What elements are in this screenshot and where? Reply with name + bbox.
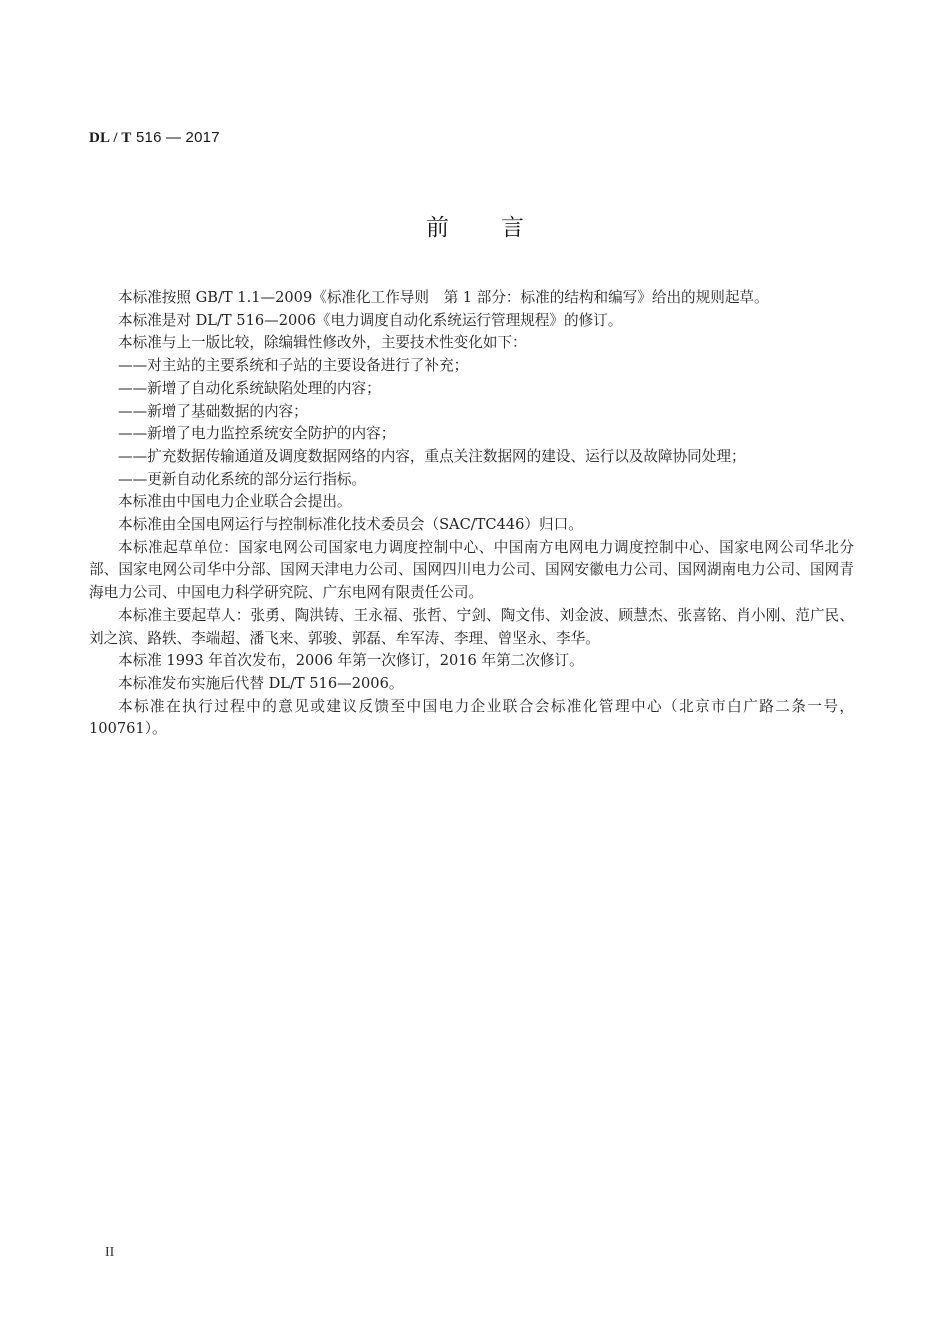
paragraph-feedback: 本标准在执行过程中的意见或建议反馈至中国电力企业联合会标准化管理中心（北京市白广路二条一号，100761）。 bbox=[89, 697, 854, 738]
paragraph-changes-intro: 本标准与上一版比较，除编辑性修改外，主要技术性变化如下： bbox=[118, 334, 527, 352]
changes-list bbox=[89, 355, 854, 491]
change-item: ——新增了基础数据的内容； bbox=[118, 402, 308, 420]
paragraph-drafting-units: 本标准起草单位：国家电网公司国家电力调度控制中心、中国南方电网电力调度控制中心、国家电网公司华北分部、国家电网公司华中分部、国网天津电力公司、国网四川电力公司、国网安徽电力公司、国网湖南电力公司、国网青海电力公司、中国电力科学研究院、广东电网有限责任公司。 bbox=[89, 538, 854, 602]
change-item: ——更新自动化系统的部分运行指标。 bbox=[118, 470, 367, 488]
title-char-2: 言 bbox=[501, 215, 524, 241]
paragraph-revision-of: 本标准是对 DL/T 516—2006《电力调度自动化系统运行管理规程》的修订。 bbox=[118, 311, 623, 329]
paragraph-release-history: 本标准 1993 年首次发布，2006 年第一次修订，2016 年第二次修订。 bbox=[118, 652, 584, 670]
foreword-body bbox=[89, 287, 854, 741]
change-item: ——扩充数据传输通道及调度数据网络的内容，重点关注数据网的建设、运行以及故障协同处理； bbox=[118, 447, 746, 465]
standard-prefix: DL / T bbox=[89, 130, 132, 146]
paragraph-drafting-rules: 本标准按照 GB/T 1.1—2009《标准化工作导则 第 1 部分：标准的结构和编写》给出的规则起草。 bbox=[118, 289, 769, 306]
change-item: ——新增了电力监控系统安全防护的内容； bbox=[118, 425, 396, 443]
standard-number: 516 — 2017 bbox=[136, 129, 220, 146]
paragraph-under-jurisdiction: 本标准由全国电网运行与控制标准化技术委员会（SAC/TC446）归口。 bbox=[118, 516, 583, 534]
title-char-1: 前 bbox=[426, 215, 449, 241]
paragraph-replaces: 本标准发布实施后代替 DL/T 516—2006。 bbox=[118, 674, 404, 692]
paragraph-main-drafters: 本标准主要起草人：张勇、陶洪铸、王永福、张哲、宁剑、陶文伟、刘金波、顾慧杰、张喜铭、肖小刚、范广民、刘之滨、路轶、李端超、潘飞来、郭骏、郭磊、牟军涛、李理、曾坚永、李华。 bbox=[89, 606, 854, 647]
paragraph-proposed-by: 本标准由中国电力企业联合会提出。 bbox=[118, 493, 352, 511]
page-number: II bbox=[105, 1245, 115, 1260]
change-item: ——对主站的主要系统和子站的主要设备进行了补充； bbox=[118, 357, 469, 375]
page-title bbox=[0, 209, 950, 242]
standard-code-header bbox=[89, 129, 220, 147]
change-item: ——新增了自动化系统缺陷处理的内容； bbox=[118, 379, 381, 397]
